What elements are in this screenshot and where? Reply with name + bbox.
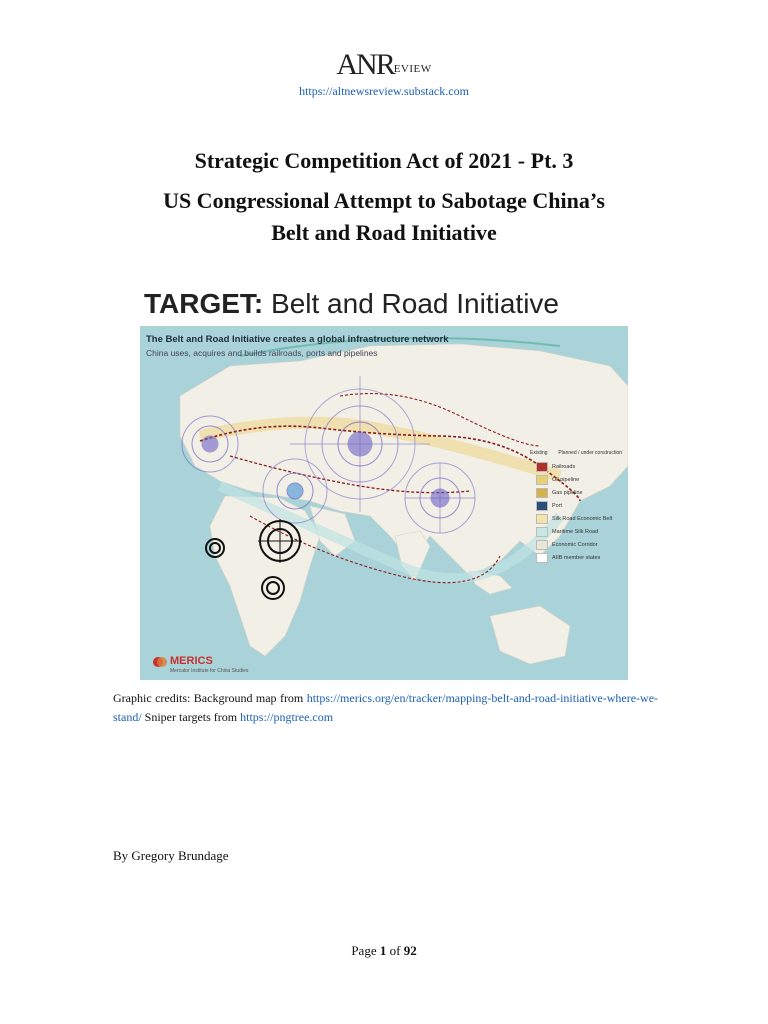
legend-header (530, 450, 622, 456)
legend-row (530, 538, 622, 551)
legend-swatch (536, 501, 548, 511)
graphic-credits (113, 689, 658, 727)
merics-logo-icon (152, 654, 168, 670)
logo (0, 50, 768, 80)
page-of: of (389, 943, 401, 958)
legend-label: Railroads (552, 463, 576, 470)
page-number (0, 943, 768, 959)
page-total: 92 (403, 943, 417, 958)
legend-row (530, 499, 622, 512)
legend-label: AIIB member states (552, 554, 601, 561)
legend-swatch (536, 540, 548, 550)
map-legend (530, 450, 622, 564)
legend-row (530, 460, 622, 473)
legend-row (530, 473, 622, 486)
legend-swatch (536, 462, 548, 472)
site-link[interactable]: https://altnewsreview.substack.com (299, 84, 469, 98)
legend-label: Gas pipeline (552, 489, 583, 496)
legend-row (530, 525, 622, 538)
legend-planned: Planned / under construction (558, 450, 622, 456)
bri-map-figure (140, 280, 628, 680)
legend-label: Oil pipeline (552, 476, 580, 483)
merics-brand-sub: Mercator Institute for China Studies (170, 668, 249, 674)
figure-heading-bold: TARGET: (144, 288, 264, 319)
legend-label: Maritime Silk Road (552, 528, 599, 535)
map-title: The Belt and Road Initiative creates a global infrastructure network (146, 334, 449, 345)
legend-swatch (536, 527, 548, 537)
figure-heading-rest: Belt and Road Initiative (271, 288, 559, 319)
logo-letters: ANR (336, 48, 394, 81)
legend-label: Economic Corridor (552, 541, 598, 548)
page-label: Page (351, 943, 377, 958)
merics-brand: MERICS (170, 655, 213, 667)
map-subtitle: China uses, acquires and builds railroads, ports and pipelines (146, 348, 378, 358)
logo-suffix: EVIEW (393, 63, 432, 75)
title-line-2: US Congressional Attempt to Sabotage China’s (163, 188, 605, 213)
legend-label: Port (552, 502, 563, 509)
legend-swatch (536, 488, 548, 498)
legend-row (530, 512, 622, 525)
legend-existing: Existing (530, 450, 548, 456)
targets-source-link[interactable]: https://pngtree.com (240, 710, 334, 724)
legend-swatch (536, 553, 548, 563)
legend-label: Silk Road Economic Belt (552, 515, 613, 522)
legend-swatch (536, 475, 548, 485)
title-line-3: Belt and Road Initiative (271, 220, 497, 245)
legend-swatch (536, 514, 548, 524)
author-byline: By Gregory Brundage (113, 848, 229, 863)
legend-row (530, 486, 622, 499)
figure-heading (144, 288, 559, 320)
credits-prefix: Graphic credits: Background map from (113, 691, 304, 705)
credits-middle: Sniper targets from (144, 710, 238, 724)
map-source-link[interactable]: https://merics.org/en/tracker/mapping-belt-and-road-initiative-where-we-stand/ (113, 691, 659, 724)
legend-row (530, 551, 622, 564)
title-line-1: Strategic Competition Act of 2021 - Pt. 3 (194, 148, 574, 173)
page-current: 1 (379, 943, 387, 958)
